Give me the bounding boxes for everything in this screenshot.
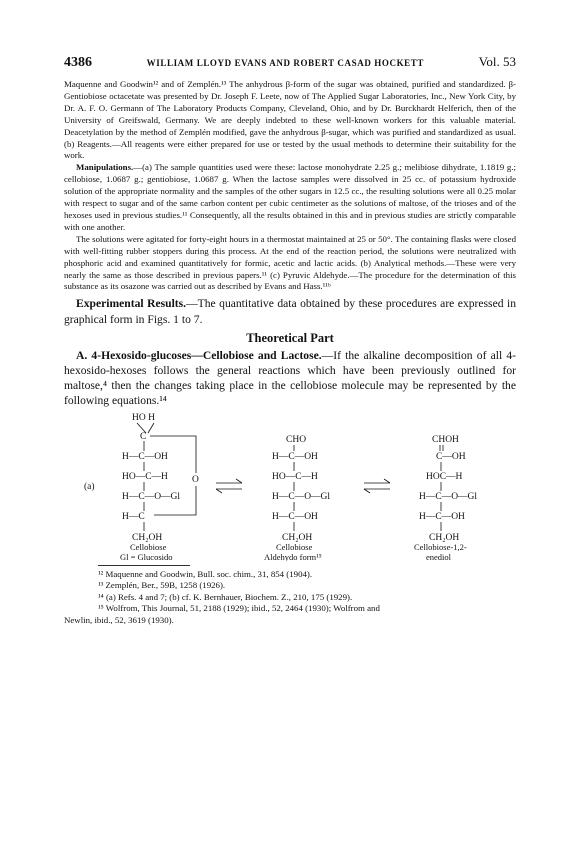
equilibrium-arrow-1 xyxy=(216,479,242,493)
paragraph-experimental-results xyxy=(64,296,516,326)
running-header xyxy=(64,54,516,71)
s2-caption-2: Aldehydo form¹⁵ xyxy=(264,551,322,561)
s1-row-3: H—C—O—Gl xyxy=(122,491,181,502)
s2-row-1: H—C—OH xyxy=(272,451,318,462)
s2-caption-1: Cellobiose xyxy=(276,541,313,552)
s1-top-label: HO H xyxy=(132,412,155,423)
footnote-12: ¹² Maquenne and Goodwin, Bull. soc. chim., 31, 854 (1904). xyxy=(98,568,313,579)
footnote-rule xyxy=(98,565,190,566)
volume-label: Vol. 53 xyxy=(478,54,516,69)
s3-row-3: H—C—O—Gl xyxy=(419,491,478,502)
s3-row-4: H—C—OH xyxy=(419,511,465,522)
section-a-text: —If the alkaline decomposition of all 4-hexosido-hexoses follows the general reactions which have been previously outlined for maltose,⁴ then the changes taking place in the cellobiose molecule may be represented by the following equations.¹⁴ xyxy=(64,348,517,408)
s2-row-2: HO—C—H xyxy=(272,471,318,482)
s3-caption-1: Cellobiose-1,2- xyxy=(414,541,467,552)
s3-top: CHOH xyxy=(432,434,459,445)
equation-figure xyxy=(64,411,516,561)
s1-row-2: HO—C—H xyxy=(122,471,168,482)
s3-row-2: HOC—H xyxy=(426,471,463,482)
s3-caption-2: enediol xyxy=(426,551,452,561)
footnote-15-continued: Newlin, ibid., 52, 3619 (1930). xyxy=(64,614,174,625)
footnote-13: ¹³ Zemplén, Ber., 59B, 1258 (1926). xyxy=(98,580,226,591)
s3-bottom: CH₂OH xyxy=(429,532,460,543)
section-a-heading: A. 4-Hexosido-glucoses—Cellobiose and Lactose. xyxy=(76,348,322,362)
s2-bottom: CH₂OH xyxy=(282,532,313,543)
paragraph-procedure: The solutions were agitated for forty-eight hours in a thermostat maintained at 25 or 50°. The containing flasks were closed with well-fitting rubber stoppers during this process. At the end of the reaction period, the solutions were neutralized with phosphoric acid and examined quantitatively for formic, acetic and lactic acids. (b) Analytical methods.—These were very nearly the same as those described in previous papers.¹¹ (c) Pyruvic Aldehyde.—The procedure for the determination of this substance as its osazone was carried out as described by Evans and Hass.¹¹ᵇ xyxy=(64,233,516,292)
s2-row-3: H—C—O—Gl xyxy=(272,491,331,502)
experimental-results-text: —The quantitative data obtained by these procedures are expressed in graphical form in Figs. 1 to 7. xyxy=(64,297,516,326)
s1-row-4: H—C xyxy=(122,511,145,522)
journal-page xyxy=(64,54,516,627)
manipulations-text: —(a) The sample quantities used were these: lactose monohydrate 2.25 g.; melibiose dihydrate, 1.1819 g.; cellobiose, 1.0687 g.; gentiobiose, 1.0687 g. When the lactose samples were dissolved in 25 cc. of potassium hydroxide solution of the appropriate normality and the samples of the other sugars in 12.5 cc., the resulting solutions were all 0.25 molar with respect to sugar and of the same carbon content per cubic centimeter as the solutions of maltose, of the trioses and of the hexoses used in previous studies.¹¹ Consequently, all the results obtained in this and in previous studies are strictly comparable with one another. xyxy=(64,162,516,232)
paragraph-materials: Maquenne and Goodwin¹² and of Zemplén.¹³ The anhydrous β-form of the sugar was obtained, purified and standardized. β-Gentiobiose octacetate was presented by Dr. Joseph F. Leete, now of The Applied Sugar Laboratories, Inc., New York City, by Dr. A. F. O. Germann of The Laboratory Products Company, Cleveland, Ohio, and by Dr. Burckhardt Helferich, then of the University of Greifswald, Germany. We are deeply indebted to these well-known workers for this valuable material. Deacetylation by the method of Zemplén modified, gave the anhydrous β-sugar, which was purified and standardized as usual. (b) Reagents.—All reagents were either prepared for use or tested by the usual methods to determine their suitability for the work. xyxy=(64,79,516,161)
s3-row-1: C—OH xyxy=(436,451,466,462)
manipulations-heading: Manipulations. xyxy=(76,162,134,173)
s1-caption-1: Cellobiose xyxy=(130,541,167,552)
s1-row-1: H—C—OH xyxy=(122,451,168,462)
paragraph-manipulations xyxy=(64,162,516,233)
paragraph-section-a xyxy=(64,348,516,409)
equilibrium-arrow-2 xyxy=(364,479,390,493)
s2-row-4: H—C—OH xyxy=(272,511,318,522)
footnote-14: ¹⁴ (a) Refs. 4 and 7; (b) cf. K. Bernhauer, Biochem. Z., 210, 175 (1929). xyxy=(98,591,353,602)
s1-ring-oxygen: O xyxy=(192,474,199,485)
svg-text:C: C xyxy=(140,431,147,442)
section-heading-theoretical: Theoretical Part xyxy=(246,330,334,345)
equation-label: (a) xyxy=(84,481,95,492)
s2-top: CHO xyxy=(286,434,307,445)
running-title: WILLIAM LLOYD EVANS AND ROBERT CASAD HOCKETT xyxy=(146,58,424,68)
page-number: 4386 xyxy=(64,55,92,70)
structure-diagram xyxy=(64,411,516,561)
s1-caption-2: Gl = Glucosido xyxy=(120,551,173,561)
footnote-15: ¹⁵ Wolfrom, This Journal, 51, 2188 (1929); ibid., 52, 2464 (1930); Wolfrom and xyxy=(98,603,380,614)
experimental-results-heading: Experimental Results. xyxy=(76,297,187,311)
s1-bottom: CH₂OH xyxy=(132,532,163,543)
